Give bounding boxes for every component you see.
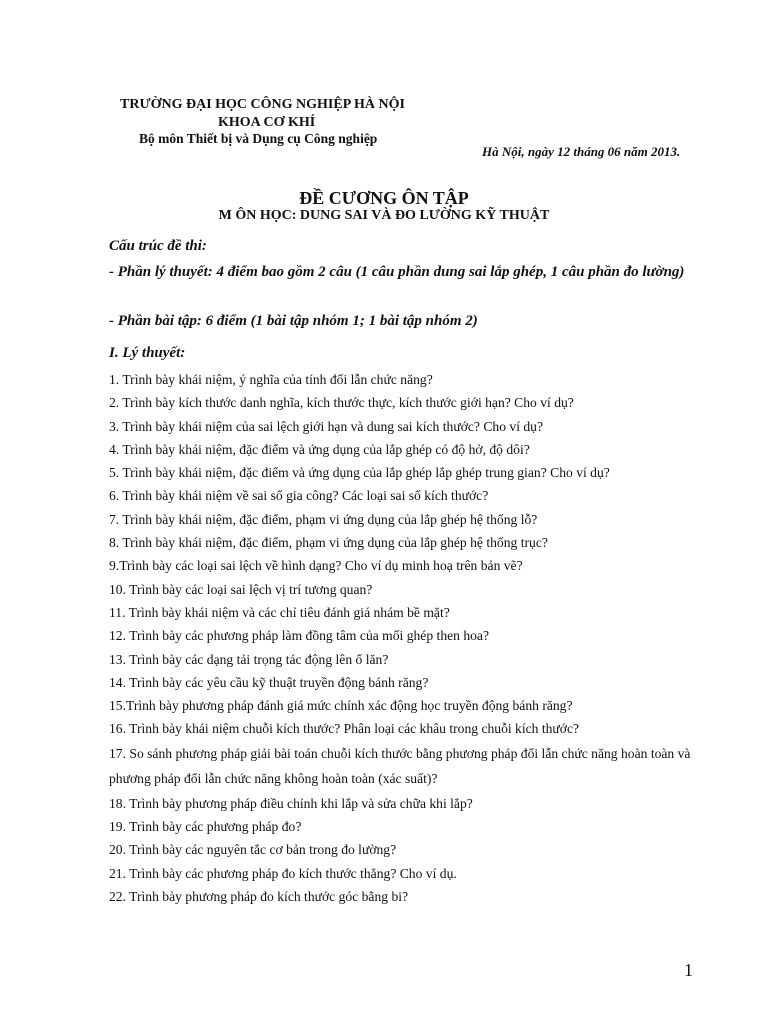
question-item: 2. Trình bày kích thước danh nghĩa, kích thước thực, kích thước giới hạn? Cho ví dụ?	[109, 395, 574, 411]
question-item: 13. Trình bày các dạng tải trọng tác động lên ổ lăn?	[109, 651, 389, 667]
page-number: 1	[684, 960, 693, 980]
faculty-name: KHOA CƠ KHÍ	[218, 115, 316, 130]
theory-section-heading: I. Lý thuyết:	[109, 345, 186, 361]
subject-title: M ÔN HỌC: DUNG SAI VÀ ĐO LƯỜNG KỸ THUẬT	[218, 208, 550, 223]
question-item: 4. Trình bày khái niệm, đặc điểm và ứng dụng của lắp ghép có độ hở, độ dôi?	[109, 441, 530, 457]
question-item: 3. Trình bày khái niệm của sai lệch giới hạn và dung sai kích thước? Cho ví dụ?	[109, 418, 544, 434]
question-item: 5. Trình bày khái niệm, đặc điểm và ứng dụng của lắp ghép lắp ghép trung gian? Cho ví dụ?	[109, 465, 610, 481]
question-item: 1. Trình bày khái niệm, ý nghĩa của tính đổi lẫn chức năng?	[109, 372, 433, 387]
question-item: 19. Trình bày các phương pháp đo?	[109, 819, 302, 835]
theory-part-description: - Phần lý thuyết: 4 điểm bao gồm 2 câu (1 câu phần dung sai lắp ghép, 1 câu phần đo lường)	[109, 264, 685, 280]
question-item: 17. So sánh phương pháp giải bài toán chuỗi kích thước bằng phương pháp đổi lẫn chức năng hoàn toàn và phương pháp đổi lẫn chức năng không hoàn toàn (xác suất)?	[109, 745, 691, 786]
question-item: 14. Trình bày các yêu cầu kỹ thuật truyền động bánh răng?	[109, 674, 429, 690]
exam-structure-heading: Cấu trúc đề thi:	[109, 238, 207, 254]
question-item: 10. Trình bày các loại sai lệch vị trí tương quan?	[109, 581, 373, 597]
question-item: 18. Trình bày phương pháp điều chỉnh khi lắp và sửa chữa khi lắp?	[109, 795, 473, 811]
question-item: 9.Trình bày các loại sai lệch về hình dạng? Cho ví dụ minh hoạ trên bản vẽ?	[109, 558, 523, 574]
question-list	[109, 368, 699, 908]
question-item: 12. Trình bày các phương pháp làm đồng tâm của mối ghép then hoa?	[109, 628, 490, 644]
question-item: 22. Trình bày phương pháp đo kích thước góc bằng bi?	[109, 888, 409, 904]
document-title: ĐỀ CƯƠNG ÔN TẬP	[299, 188, 469, 208]
question-item: 7. Trình bày khái niệm, đặc điểm, phạm vi ứng dụng của lắp ghép hệ thống lỗ?	[109, 511, 538, 527]
document-date: Hà Nội, ngày 12 tháng 06 năm 2013.	[482, 144, 681, 159]
question-item: 20. Trình bày các nguyên tắc cơ bản trong đo lường?	[109, 842, 397, 858]
question-item: 8. Trình bày khái niệm, đặc điểm, phạm vi ứng dụng của lắp ghép hệ thống trục?	[109, 535, 548, 551]
exercise-part-description: - Phần bài tập: 6 điểm (1 bài tập nhóm 1; 1 bài tập nhóm 2)	[109, 313, 478, 329]
question-item: 11. Trình bày khái niệm và các chỉ tiêu đánh giá nhám bề mặt?	[109, 604, 450, 620]
question-item: 16. Trình bày khái niệm chuỗi kích thước? Phân loại các khâu trong chuỗi kích thước?	[109, 721, 580, 737]
question-item: 6. Trình bày khái niệm về sai số gia công? Các loại sai số kích thước?	[109, 488, 489, 504]
university-name: TRƯỜNG ĐẠI HỌC CÔNG NGHIỆP HÀ NỘI	[120, 97, 405, 112]
department-name: Bộ môn Thiết bị và Dụng cụ Công nghiệp	[139, 131, 378, 146]
question-item: 21. Trình bày các phương pháp đo kích thước thẳng? Cho ví dụ.	[109, 865, 457, 881]
question-item: 15.Trình bày phương pháp đánh giá mức chính xác động học truyền động bánh răng?	[109, 698, 573, 714]
